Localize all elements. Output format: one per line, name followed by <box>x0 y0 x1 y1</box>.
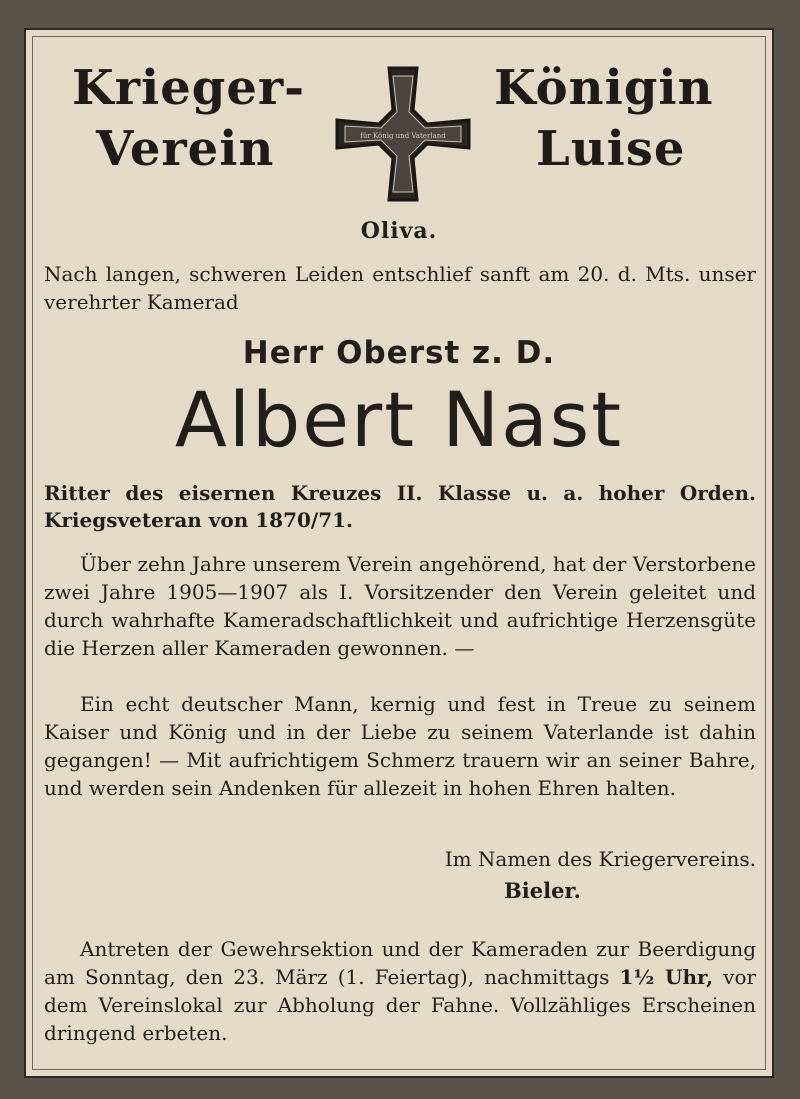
honors-text: Ritter des eisernen Kreuzes II. Klasse u. a. hoher Orden. Kriegsveteran von 1870/71. <box>44 481 756 532</box>
header-left-line1: Krieger- <box>72 60 306 116</box>
header-right-line1: Königin <box>494 60 714 116</box>
signer-name: Bieler. <box>504 878 581 903</box>
header-right-line2: Luise <box>536 121 686 177</box>
paragraph-tenure: Über zehn Jahre unserem Verein angehörend, hat der Verstorbene zwei Jahre 1905—1907 als I. Vorsitzender den Verein geleitet und durch wahrhafte Kameradschaftlichkeit und aufrichtige Herzensgüte die Herzen aller Kameraden gewonnen. — <box>44 552 756 660</box>
place-name: Oliva. <box>360 218 438 244</box>
cross-inscription: für König und Vaterland <box>360 132 446 140</box>
iron-cross-icon <box>329 60 477 208</box>
intro-text: Nach langen, schweren Leiden entschlief sanft am 20. d. Mts. unser verehrter Kamerad <box>44 262 756 314</box>
obituary-notice <box>24 28 774 1078</box>
funeral-time: 1½ Uhr, <box>619 965 714 989</box>
paragraph-tribute: Ein echt deutscher Mann, kernig und fest in Treue zu seinem Kaiser und König und in der Liebe zu seinem Vaterlande ist dahin gegangen! — Mit aufrichtigem Schmerz trauern wir an seiner Bahre, und werden sein Andenken für allezeit in hohen Ehren halten. <box>44 692 756 800</box>
header-left-line2: Verein <box>96 121 275 177</box>
funeral-notice-part1: Antreten der Gewehrsektion und der Kameraden zur Beerdigung am Sonntag, den 23. März (1. Feiertag), nachmittags <box>44 937 756 989</box>
deceased-rank: Herr Oberst z. D. <box>242 335 556 371</box>
deceased-name: Albert Nast <box>174 375 624 464</box>
funeral-notice <box>44 935 756 1047</box>
signature-line: Im Namen des Kriegervereins. <box>444 847 756 871</box>
funeral-notice-part2: vor dem Vereinslokal zur Abholung der Fahne. Vollzähliges Erscheinen dringend erbeten. <box>44 965 757 1045</box>
